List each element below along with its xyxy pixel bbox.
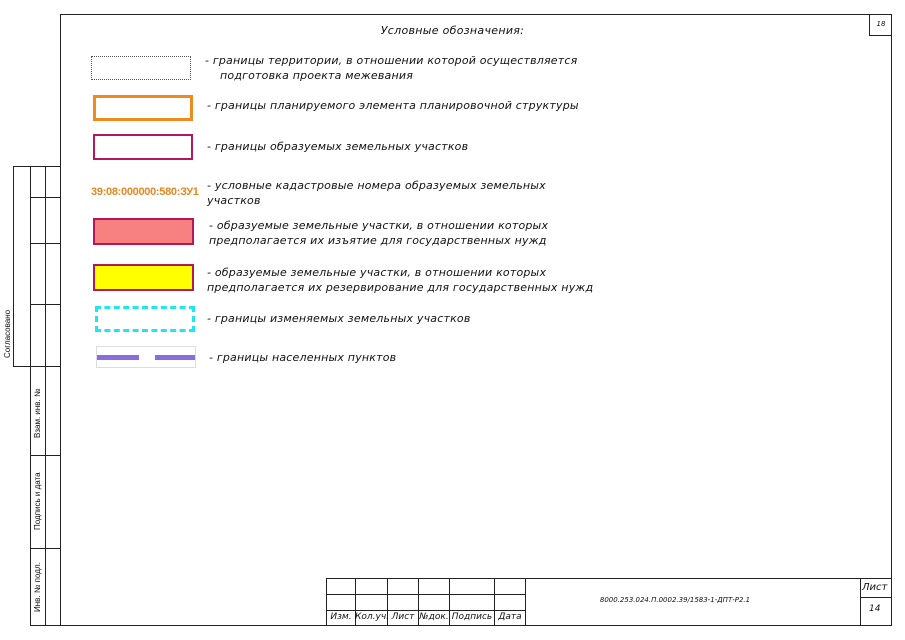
withdrawal-plot-symbol bbox=[93, 218, 194, 245]
inv-replace-label: Взам. инв. № bbox=[33, 388, 42, 438]
planning-element-boundary-symbol bbox=[93, 95, 193, 121]
legend-text-line: - условные кадастровые номера образуемых земельных bbox=[207, 179, 546, 192]
col-date: Дата bbox=[498, 612, 522, 622]
legend-item-3 bbox=[207, 139, 468, 154]
changed-plot-boundary-symbol bbox=[95, 306, 195, 332]
cadastral-number-sample: 39:08:000000:580:ЗУ1 bbox=[91, 186, 199, 198]
document-code: 8000.253.024.П.0002.39/1583-1-ДПТ-Р2.1 bbox=[599, 596, 751, 604]
legend-text-line: - границы изменяемых земельных участков bbox=[207, 312, 471, 325]
legend-item-5 bbox=[209, 218, 548, 248]
legend-item-8 bbox=[209, 350, 396, 365]
inv-original-label: Инв. № подл. bbox=[33, 562, 42, 612]
legend-item-6 bbox=[207, 265, 593, 295]
legend-text-line: - образуемые земельные участки, в отношении которых bbox=[207, 266, 547, 279]
legend-text-line: - границы планируемого элемента планировочной структуры bbox=[207, 99, 579, 112]
legend-text-line: предполагается их резервирование для государственных нужд bbox=[207, 281, 594, 294]
legend-text-line: - границы населенных пунктов bbox=[209, 351, 397, 364]
sign-date-label: Подпись и дата bbox=[33, 472, 42, 530]
legend-item-7 bbox=[207, 311, 471, 326]
land-plot-boundary-symbol bbox=[93, 134, 193, 160]
legend-text-line: участков bbox=[207, 194, 261, 207]
legend-text-line: - образуемые земельные участки, в отношении которых bbox=[209, 219, 549, 232]
settlement-boundary-symbol bbox=[96, 346, 196, 368]
legend-text-line: - границы образуемых земельных участков bbox=[207, 140, 469, 153]
agreed-label: Согласовано bbox=[3, 309, 12, 358]
sheet-label: Лист bbox=[862, 582, 888, 593]
col-sheet: Лист bbox=[391, 612, 415, 622]
col-signature: Подпись bbox=[451, 612, 493, 622]
territory-boundary-symbol bbox=[91, 56, 191, 80]
legend-text-line: - границы территории, в отношении которой осуществляется bbox=[205, 54, 578, 67]
legend-item-4 bbox=[207, 178, 546, 208]
col-change: Изм. bbox=[330, 612, 352, 622]
legend-text-line: предполагается их изъятие для государственных нужд bbox=[209, 234, 547, 247]
sheet-number: 14 bbox=[869, 604, 881, 614]
legend-title: Условные обозначения: bbox=[380, 24, 525, 37]
legend-text-line: подготовка проекта межевания bbox=[220, 69, 414, 82]
col-doc-number: №док. bbox=[419, 612, 449, 622]
page-top-number: 18 bbox=[869, 14, 892, 36]
col-qty: Кол.уч. bbox=[355, 612, 390, 622]
legend-item-2 bbox=[207, 98, 579, 113]
legend-item-1 bbox=[205, 53, 577, 83]
reservation-plot-symbol bbox=[93, 264, 194, 291]
